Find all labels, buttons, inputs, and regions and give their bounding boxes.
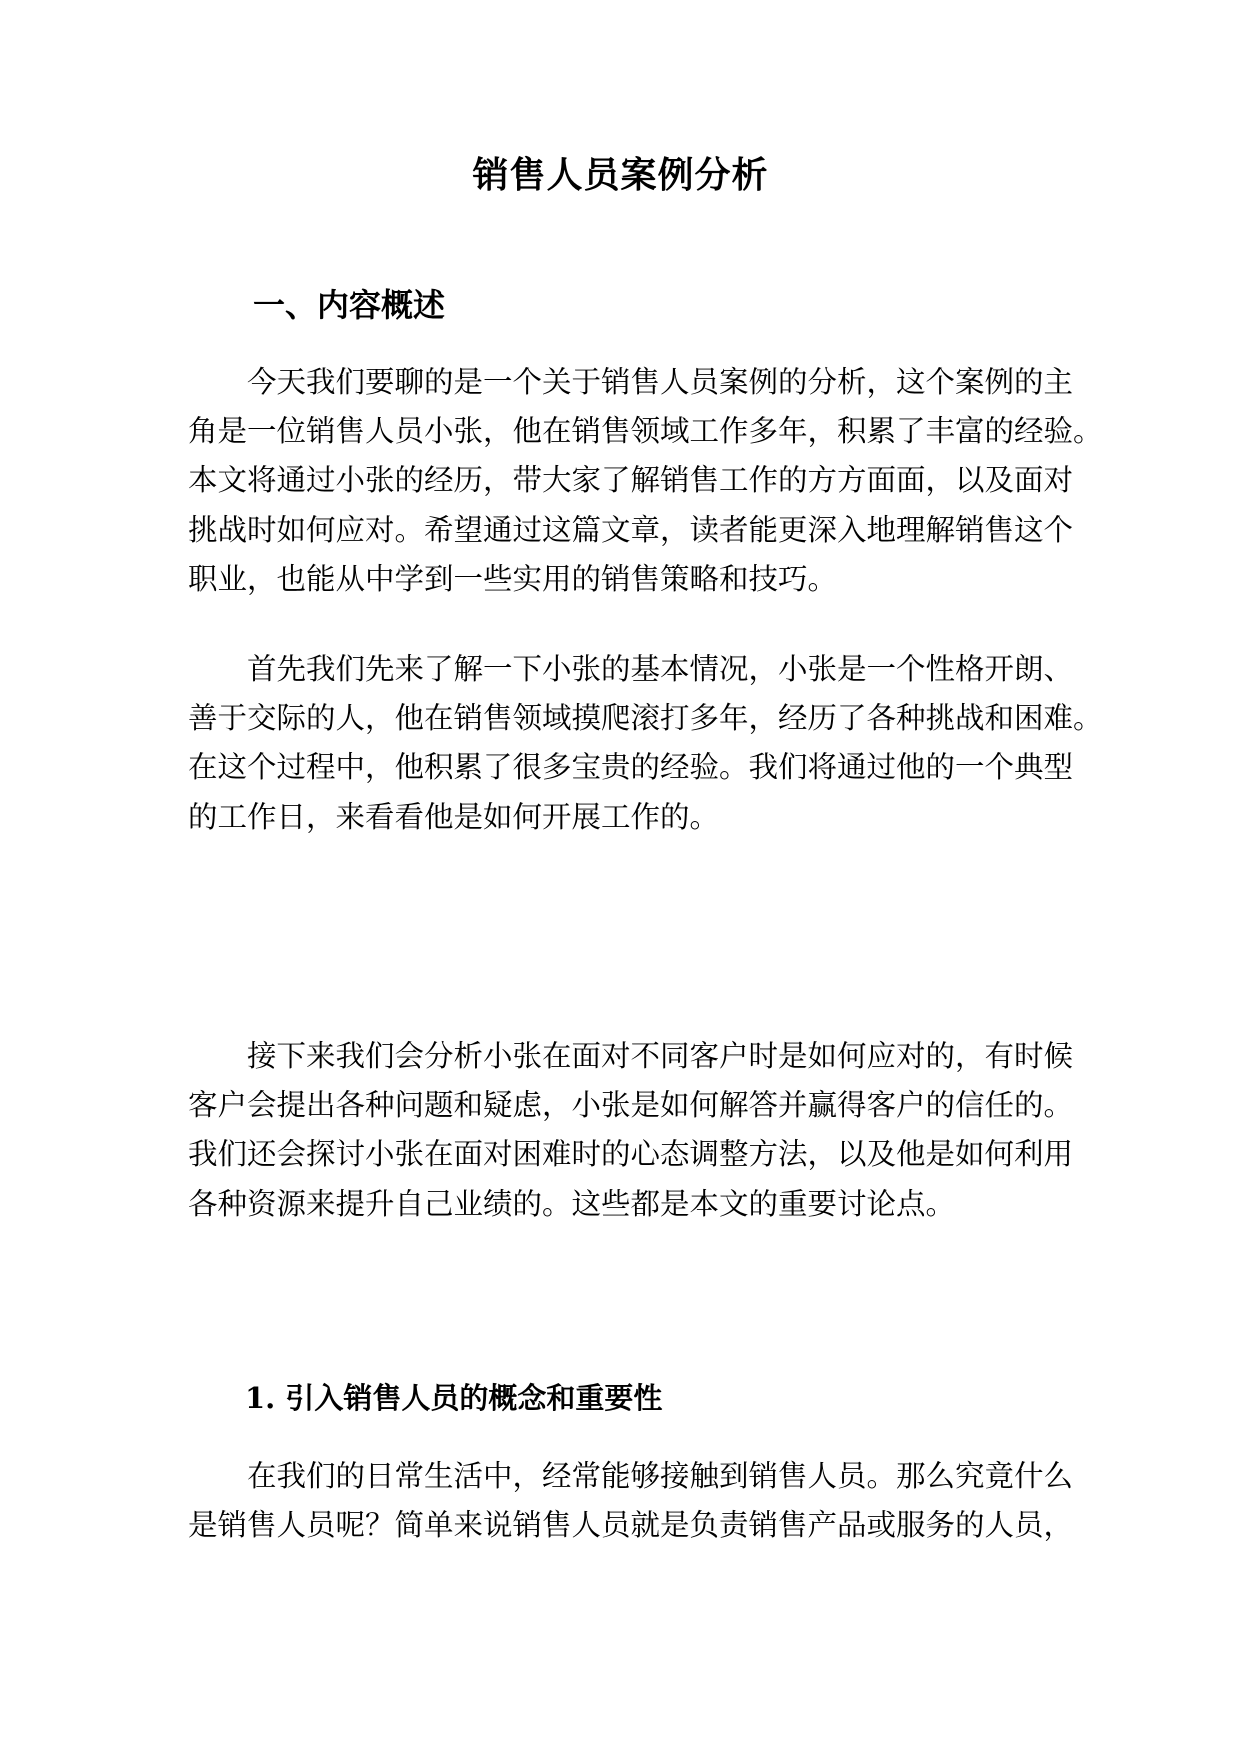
paragraph-line: 角是一位销售人员小张，他在销售领域工作多年，积累了丰富的经验。 — [188, 414, 1103, 448]
paragraph-line: 挑战时如何应对。希望通过这篇文章，读者能更深入地理解销售这个 — [188, 513, 1074, 547]
section-heading-overview: 一、内容概述 — [253, 286, 446, 324]
paragraph-line: 在这个过程中，他积累了很多宝贵的经验。我们将通过他的一个典型 — [188, 750, 1074, 784]
paragraph-line: 善于交际的人，他在销售领域摸爬滚打多年，经历了各种挑战和困难。 — [188, 701, 1103, 735]
paragraph-line: 本文将通过小张的经历，带大家了解销售工作的方方面面，以及面对 — [188, 463, 1074, 497]
paragraph-line: 今天我们要聊的是一个关于销售人员案例的分析，这个案例的主 — [247, 365, 1074, 399]
document-title: 销售人员案例分析 — [472, 154, 769, 196]
paragraph-line: 我们还会探讨小张在面对困难时的心态调整方法，以及他是如何利用 — [188, 1137, 1074, 1171]
paragraph-line: 客户会提出各种问题和疑虑，小张是如何解答并赢得客户的信任的。 — [188, 1088, 1074, 1122]
paragraph-line: 职业，也能从中学到一些实用的销售策略和技巧。 — [188, 562, 838, 596]
paragraph-line: 各种资源来提升自己业绩的。这些都是本文的重要讨论点。 — [188, 1187, 956, 1221]
paragraph-line: 首先我们先来了解一下小张的基本情况，小张是一个性格开朗、 — [247, 652, 1074, 686]
subsection-heading-1: 1. 引入销售人员的概念和重要性 — [245, 1381, 663, 1415]
paragraph-line: 是销售人员呢？简单来说销售人员就是负责销售产品或服务的人员， — [188, 1508, 1074, 1542]
paragraph-line: 的工作日，来看看他是如何开展工作的。 — [188, 800, 720, 834]
paragraph-line: 接下来我们会分析小张在面对不同客户时是如何应对的，有时候 — [247, 1039, 1074, 1073]
paragraph-line: 在我们的日常生活中，经常能够接触到销售人员。那么究竟什么 — [247, 1459, 1074, 1493]
